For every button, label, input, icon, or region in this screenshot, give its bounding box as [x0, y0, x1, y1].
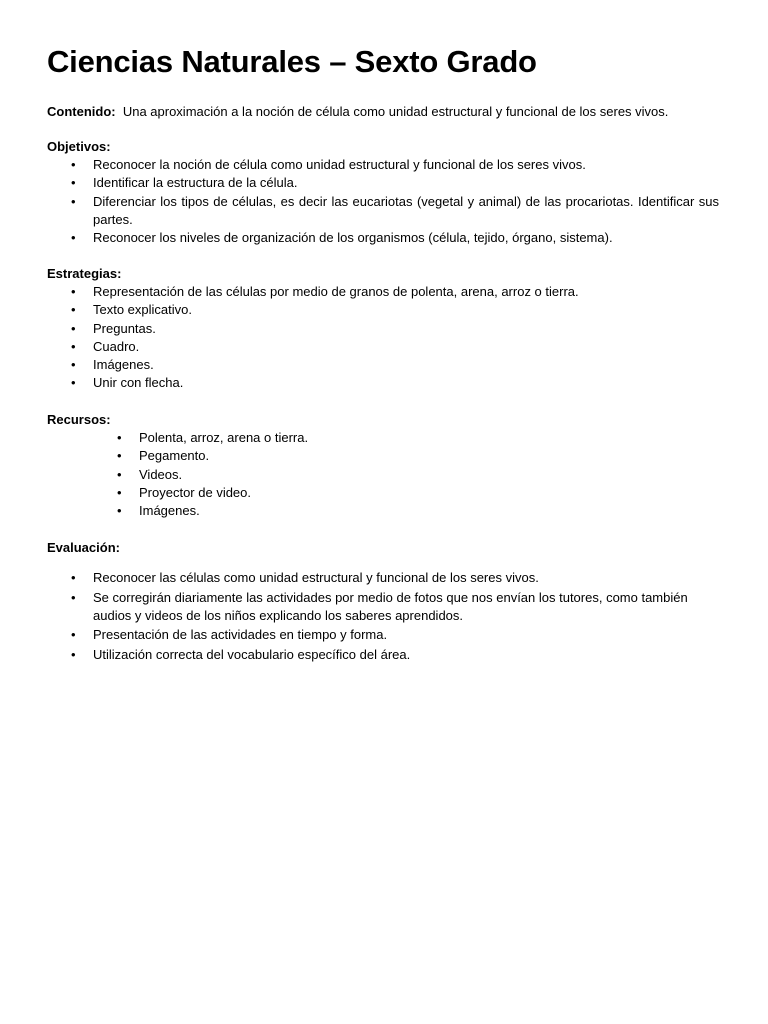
bullet-icon: •: [71, 589, 76, 605]
bullet-icon: •: [71, 570, 76, 586]
list-item: • Imágenes.: [47, 502, 719, 520]
list-item: • Pegamento.: [47, 447, 719, 465]
bullet-icon: •: [71, 157, 76, 173]
estrategias-list: [47, 283, 719, 392]
evaluacion-label: Evaluación:: [47, 540, 120, 555]
contenido-label: Contenido:: [47, 104, 116, 119]
bullet-icon: •: [117, 448, 122, 464]
recursos-section: [47, 411, 719, 520]
list-item: • Identificar la estructura de la célula.: [47, 174, 719, 192]
bullet-icon: •: [117, 466, 122, 482]
list-item: • Reconocer los niveles de organización de los organismos (célula, tejido, órgano, sistema).: [47, 229, 719, 247]
bullet-icon: •: [117, 430, 122, 446]
list-item: • Reconocer la noción de célula como unidad estructural y funcional de los seres vivos.: [47, 156, 719, 174]
list-item: • Imágenes.: [47, 356, 719, 374]
objetivos-section: [47, 138, 719, 247]
bullet-icon: •: [71, 230, 76, 246]
list-item: • Polenta, arroz, arena o tierra.: [47, 429, 719, 447]
contenido-text: Una aproximación a la noción de célula como unidad estructural y funcional de los seres vivos.: [122, 104, 669, 119]
evaluacion-list: [47, 569, 719, 664]
bullet-icon: •: [71, 646, 76, 662]
objetivos-list: [47, 156, 719, 247]
list-item: • Diferenciar los tipos de células, es decir las eucariotas (vegetal y animal) de las procariotas. Identificar sus partes.: [71, 193, 719, 227]
list-item: • Cuadro.: [47, 338, 719, 356]
list-item: • Reconocer las células como unidad estructural y funcional de los seres vivos.: [47, 569, 719, 587]
bullet-icon: •: [71, 175, 76, 191]
list-item: • Presentación de las actividades en tiempo y forma.: [47, 626, 719, 644]
recursos-list: [47, 429, 719, 520]
bullet-icon: •: [71, 627, 76, 643]
list-item: • Unir con flecha.: [47, 374, 719, 392]
bullet-icon: •: [71, 338, 76, 354]
page-title: Ciencias Naturales – Sexto Grado: [47, 44, 537, 79]
bullet-icon: •: [71, 320, 76, 336]
list-item: • Proyector de video.: [47, 484, 719, 502]
list-item: • Texto explicativo.: [47, 301, 719, 319]
bullet-icon: •: [117, 503, 122, 519]
bullet-icon: •: [71, 193, 76, 209]
contenido-line: [47, 103, 719, 121]
list-item: • Se corregirán diariamente las actividades por medio de fotos que nos envían los tutores, como también audios y videos de los niños explicando los saberes aprendidos.: [71, 589, 688, 623]
bullet-icon: •: [117, 484, 122, 500]
list-item: • Utilización correcta del vocabulario específico del área.: [47, 646, 719, 664]
list-item: • Videos.: [47, 466, 719, 484]
objetivos-label: Objetivos:: [47, 139, 111, 154]
bullet-icon: •: [71, 284, 76, 300]
bullet-icon: •: [71, 375, 76, 391]
list-item: • Representación de las células por medio de granos de polenta, arena, arroz o tierra.: [47, 283, 719, 301]
bullet-icon: •: [71, 302, 76, 318]
bullet-icon: •: [71, 357, 76, 373]
contenido-section: [47, 103, 719, 121]
estrategias-section: [47, 265, 719, 392]
estrategias-label: Estrategias:: [47, 266, 122, 281]
list-item: • Preguntas.: [47, 320, 719, 338]
evaluacion-section: [47, 539, 719, 665]
recursos-label: Recursos:: [47, 412, 111, 427]
